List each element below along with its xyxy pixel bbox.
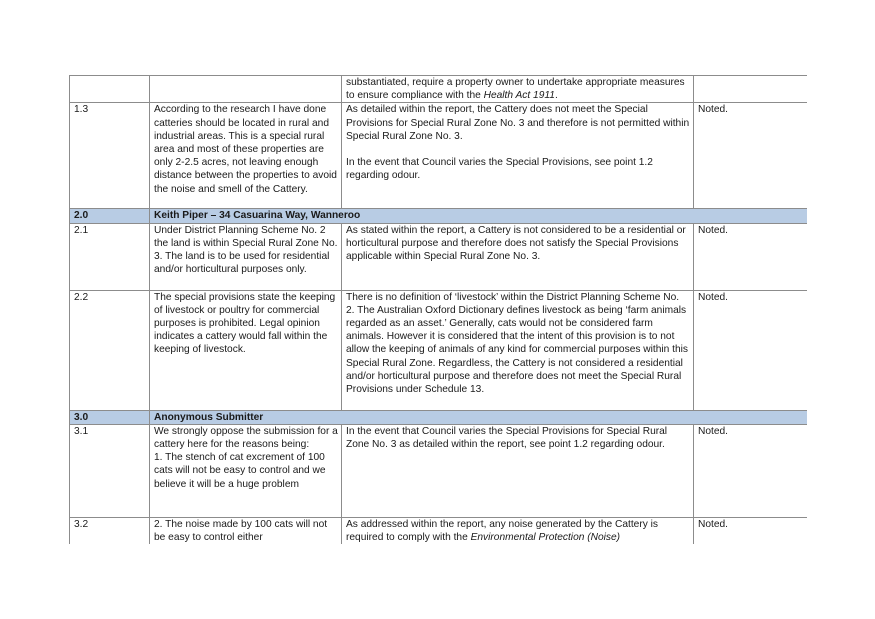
cell-recommendation: Noted. xyxy=(694,223,807,290)
comment-paragraph: As detailed within the report, the Cattery does not meet the Special Provisions for Special Rural Zone No. 3 and therefore is not permitted within Special Rural Zone No. 3. xyxy=(346,104,690,142)
cell-number: 2.1 xyxy=(70,223,150,290)
cell-number: 3.1 xyxy=(70,424,150,517)
cell-number: 3.2 xyxy=(70,517,150,544)
cell-number xyxy=(70,76,150,103)
section-title: Keith Piper – 34 Casuarina Way, Wanneroo xyxy=(150,209,807,223)
cell-number: 2.2 xyxy=(70,290,150,410)
cell-submission: According to the research I have done catteries should be located in rural and industrial areas. This is a special rural area and most of these properties are only 2-2.5 acres, not leaving enough distance between the properties to avoid the noise and smell of the Cattery. xyxy=(150,103,342,209)
cell-recommendation: Noted. xyxy=(694,103,807,209)
section-title: Anonymous Submitter xyxy=(150,410,807,424)
cell-submission xyxy=(150,76,342,103)
cell-recommendation: Noted. xyxy=(694,290,807,410)
cell-comment: In the event that Council varies the Special Provisions for Special Rural Zone No. 3 as detailed within the report, see point 1.2 regarding odour. xyxy=(342,424,694,517)
section-number: 2.0 xyxy=(70,209,150,223)
comment-italic-text: Environmental Protection (Noise) xyxy=(470,532,621,544)
comment-text: As addressed within the report, any noise generated by the Cattery is required to comply with the xyxy=(346,518,659,544)
submission-paragraph: 1. The stench of cat excrement of 100 cats will not be easy to control and we believe it will be a huge problem xyxy=(154,452,326,490)
comment-italic-text: Health Act 1911 xyxy=(483,90,555,102)
cell-submission: Under District Planning Scheme No. 2 the land is within Special Rural Zone No. 3. The land is to be used for residential and/or horticultural purposes only. xyxy=(150,223,342,290)
submissions-table xyxy=(69,75,807,544)
cell-submission: The special provisions state the keeping of livestock or poultry for commercial purposes is prohibited. Legal opinion indicates a cattery would fall within the keeping of livestock. xyxy=(150,290,342,410)
table-row xyxy=(70,290,807,410)
table-row xyxy=(70,103,807,209)
cell-submission: 2. The noise made by 100 cats will not be easy to control either xyxy=(150,517,342,544)
table-row xyxy=(70,424,807,517)
section-heading-row xyxy=(70,209,807,223)
comment-end: . xyxy=(554,90,558,102)
cell-recommendation: Noted. xyxy=(694,424,807,517)
cell-number: 1.3 xyxy=(70,103,150,209)
submission-paragraph: We strongly oppose the submission for a cattery here for the reasons being: xyxy=(154,425,338,451)
cell-recommendation xyxy=(694,76,807,103)
cell-comment xyxy=(342,103,694,209)
comment-text: substantiated, require a property owner to undertake appropriate measures to ensure compliance with the xyxy=(346,77,685,102)
table-row xyxy=(70,517,807,544)
cell-comment: There is no definition of ‘livestock’ within the District Planning Scheme No. 2. The Australian Oxford Dictionary defines livestock as being ‘farm animals regarded as an asset.’ Generally, cats would not be considered farm animals. However it is considered that the intent of this provision is to not allow the keeping of animals of any kind for commercial purposes within this Special Rural Zone. Regardless, the Cattery is not considered a residential and/or horticultural purpose and therefore does not meet the Special Rural Provisions under Schedule 13. xyxy=(342,290,694,410)
section-heading-row xyxy=(70,410,807,424)
section-number: 3.0 xyxy=(70,410,150,424)
table-row-continuation xyxy=(70,76,807,103)
cell-comment xyxy=(342,517,694,544)
cell-submission xyxy=(150,424,342,517)
table-row xyxy=(70,223,807,290)
cell-comment: As stated within the report, a Cattery is not considered to be a residential or horticultural purpose and therefore does not satisfy the Special Provisions applicable within Special Rural Zone No. 3. xyxy=(342,223,694,290)
cell-comment xyxy=(342,76,694,103)
cell-recommendation: Noted. xyxy=(694,517,807,544)
comment-paragraph: In the event that Council varies the Special Provisions, see point 1.2 regarding odour. xyxy=(346,157,653,182)
